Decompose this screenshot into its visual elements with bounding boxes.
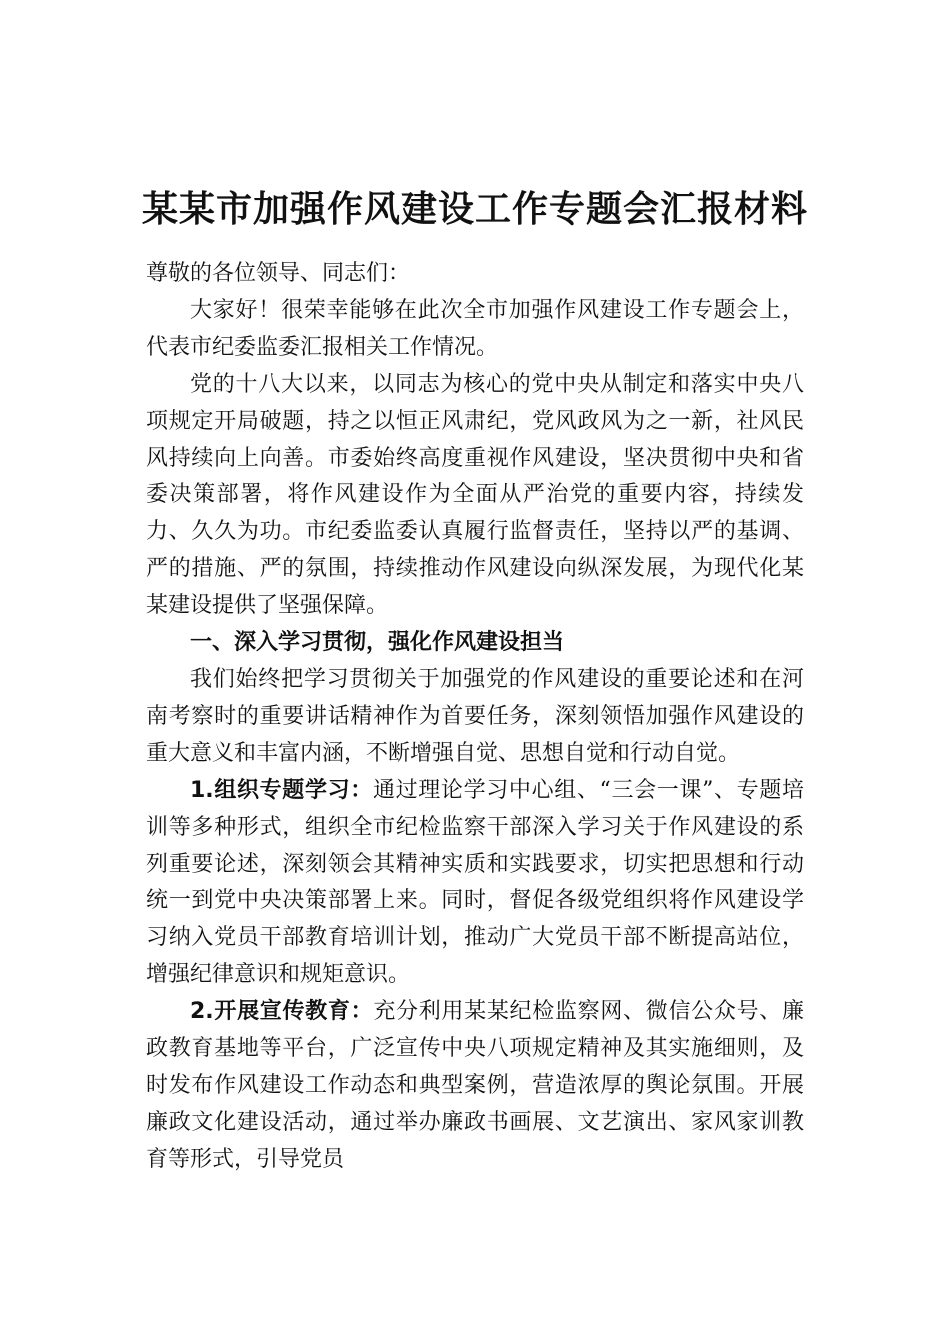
document-title: 某某市加强作风建设工作专题会汇报材料	[141, 188, 808, 231]
list-item-lead: 2.开展宣传教育：	[190, 999, 374, 1025]
list-item-publicity	[146, 994, 804, 1179]
list-item-organize-study	[146, 773, 804, 994]
section-heading-1: 一、深入学习贯彻，强化作风建设担当	[190, 630, 565, 656]
salutation: 尊敬的各位领导、同志们：	[146, 261, 411, 286]
document-body	[146, 256, 804, 1179]
paragraph-background: 党的十八大以来，以同志为核心的党中央从制定和落实中央八项规定开局破题，持之以恒正风肃纪，党风政风为之一新，社风民风持续向上向善。市委始终高度重视作风建设，坚决贯彻中央和省委决策部署，将作风建设作为全面从严治党的重要内容，持续发力、久久为功。市纪委监委认真履行监督责任，坚持以严的基调、严的措施、严的氛围，持续推动作风建设向纵深发展，为现代化某某建设提供了坚强保障。	[146, 371, 804, 619]
list-item-text: 充分利用某某纪检监察网、微信公众号、廉政教育基地等平台，广泛宣传中央八项规定精神及其实施细则，及时发布作风建设工作动态和典型案例，营造浓厚的舆论氛围。开展廉政文化建设活动，通过举办廉政书画展、文艺演出、家风家训教育等形式，引导党员	[146, 999, 804, 1172]
paragraph-greeting: 大家好！很荣幸能够在此次全市加强作风建设工作专题会上，代表市纪委监委汇报相关工作情况。	[146, 297, 804, 360]
paragraph-study: 我们始终把学习贯彻关于加强党的作风建设的重要论述和在河南考察时的重要讲话精神作为首要任务，深刻领悟加强作风建设的重大意义和丰富内涵，不断增强自觉、思想自觉和行动自觉。	[146, 666, 804, 766]
list-item-text: 通过理论学习中心组、“三会一课”、专题培训等多种形式，组织全市纪检监察干部深入学习关于作风建设的系列重要论述，深刻领会其精神实质和实践要求，切实把思想和行动统一到党中央决策部署上来。同时，督促各级党组织将作风建设学习纳入党员干部教育培训计划，推动广大党员干部不断提高站位，增强纪律意识和规矩意识。	[146, 777, 804, 988]
list-item-lead: 1.组织专题学习：	[190, 777, 373, 803]
